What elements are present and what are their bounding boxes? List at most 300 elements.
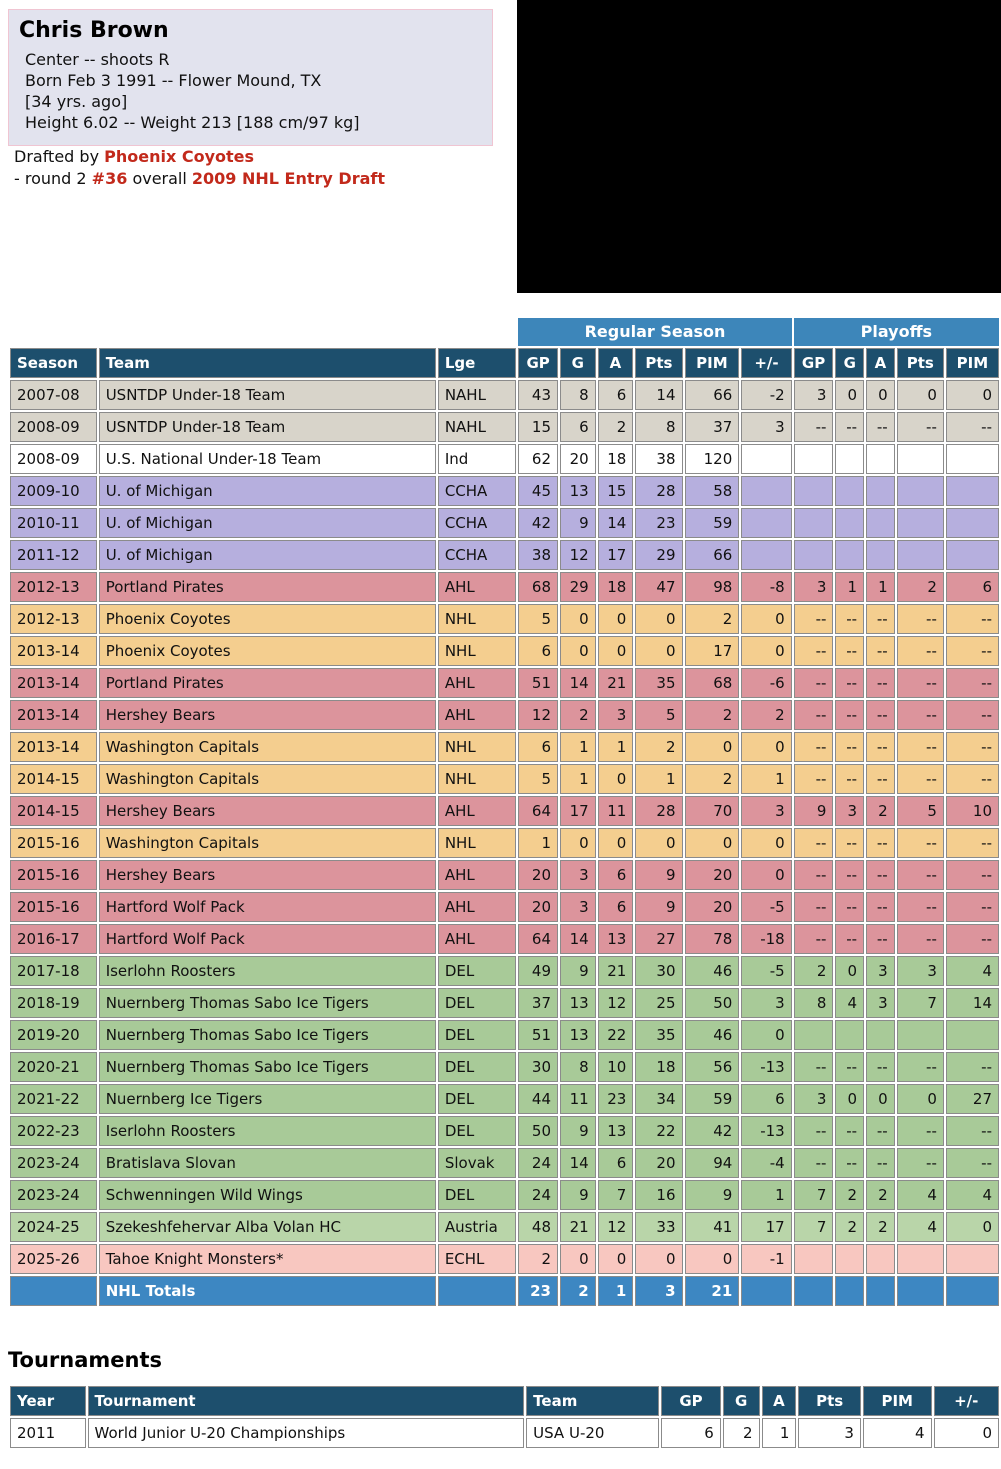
stat-cell: 24	[518, 1180, 558, 1210]
playoff-stat-cell: 3	[835, 796, 864, 826]
team-cell: Iserlohn Roosters	[99, 956, 436, 986]
stat-cell: 18	[635, 1052, 682, 1082]
stat-cell: 3	[741, 796, 791, 826]
stat-cell: 30	[518, 1052, 558, 1082]
stat-cell: 27	[635, 924, 682, 954]
tournament-column-header-gp: GP	[661, 1386, 721, 1416]
playoff-stat-cell	[946, 1020, 999, 1050]
playoff-stat-cell	[897, 444, 944, 474]
stat-cell: 42	[685, 1116, 740, 1146]
playoff-stat-cell: --	[946, 1116, 999, 1146]
group-header-row	[10, 318, 999, 346]
league-cell: DEL	[438, 1084, 516, 1114]
playoff-stat-cell: --	[897, 1116, 944, 1146]
table-row	[10, 444, 999, 474]
stat-cell: 3	[560, 860, 596, 890]
stat-cell: -8	[741, 572, 791, 602]
stat-cell: 2	[685, 764, 740, 794]
totals-stat-cell: 23	[518, 1276, 558, 1306]
stat-cell: 0	[685, 732, 740, 762]
playoff-stat-cell: 8	[794, 988, 834, 1018]
league-cell: AHL	[438, 860, 516, 890]
playoff-stat-cell: 1	[835, 572, 864, 602]
stat-cell: 64	[518, 796, 558, 826]
tournament-stat-cell: 4	[863, 1418, 932, 1448]
stat-cell: 38	[635, 444, 682, 474]
playoff-stat-cell: 9	[794, 796, 834, 826]
column-header-team: Team	[99, 348, 436, 378]
playoff-stat-cell: --	[897, 412, 944, 442]
stat-cell: 0	[560, 636, 596, 666]
playoff-stat-cell: --	[897, 860, 944, 890]
stat-cell: -2	[741, 380, 791, 410]
stat-cell: -18	[741, 924, 791, 954]
tournament-column-header-tournament: Tournament	[88, 1386, 525, 1416]
stat-cell: 1	[741, 1180, 791, 1210]
stat-cell: 23	[598, 1084, 634, 1114]
playoff-stat-cell: --	[946, 732, 999, 762]
team-cell: USNTDP Under-18 Team	[99, 412, 436, 442]
stat-cell: 14	[598, 508, 634, 538]
table-row	[10, 1180, 999, 1210]
playoff-stat-cell	[946, 508, 999, 538]
draft-year-link[interactable]: 2009 NHL Entry Draft	[191, 169, 385, 188]
stat-cell: 21	[598, 956, 634, 986]
playoff-stat-cell: 2	[866, 796, 895, 826]
playoff-stat-cell: 2	[866, 1180, 895, 1210]
league-cell: DEL	[438, 988, 516, 1018]
stat-cell: 12	[560, 540, 596, 570]
tournament-column-header-pts: Pts	[798, 1386, 861, 1416]
stat-cell: 68	[685, 668, 740, 698]
column-header-g: G	[835, 348, 864, 378]
stat-cell: 1	[741, 764, 791, 794]
playoff-stat-cell: --	[866, 732, 895, 762]
stat-cell: 6	[741, 1084, 791, 1114]
playoff-stat-cell: 3	[866, 988, 895, 1018]
stat-cell: 14	[560, 1148, 596, 1178]
stat-cell: 0	[598, 636, 634, 666]
playoff-stat-cell	[835, 476, 864, 506]
tournament-column-header-pim: PIM	[863, 1386, 932, 1416]
regular-season-group-header: Regular Season	[518, 318, 791, 346]
playoff-stat-cell: 0	[897, 1084, 944, 1114]
playoff-stat-cell: --	[897, 828, 944, 858]
playoff-stat-cell: --	[946, 1052, 999, 1082]
playoff-stat-cell: --	[897, 700, 944, 730]
playoff-stat-cell: --	[866, 604, 895, 634]
team-cell: Washington Capitals	[99, 828, 436, 858]
stat-cell: 46	[685, 1020, 740, 1050]
playoff-stat-cell: --	[835, 668, 864, 698]
stat-cell: 51	[518, 1020, 558, 1050]
stat-cell: 0	[741, 732, 791, 762]
tournament-stat-cell: 3	[798, 1418, 861, 1448]
stat-cell: 24	[518, 1148, 558, 1178]
league-cell: CCHA	[438, 476, 516, 506]
stat-cell: 9	[560, 1116, 596, 1146]
team-cell: Hershey Bears	[99, 860, 436, 890]
team-cell: USNTDP Under-18 Team	[99, 380, 436, 410]
league-cell: NHL	[438, 764, 516, 794]
playoff-stat-cell: 3	[794, 572, 834, 602]
stat-cell: 6	[518, 636, 558, 666]
tournament-column-header-team: Team	[526, 1386, 659, 1416]
table-row	[10, 1084, 999, 1114]
playoff-stat-cell: --	[794, 732, 834, 762]
stat-cell: 0	[635, 1244, 682, 1274]
stat-cell: 0	[741, 604, 791, 634]
stat-cell: 20	[560, 444, 596, 474]
playoff-stat-cell	[866, 1020, 895, 1050]
stats-table-body	[10, 380, 999, 1306]
column-header-season: Season	[10, 348, 97, 378]
playoff-stat-cell: --	[835, 412, 864, 442]
stat-cell: 3	[598, 700, 634, 730]
league-cell: CCHA	[438, 540, 516, 570]
season-cell: 2020-21	[10, 1052, 97, 1082]
stat-cell: 51	[518, 668, 558, 698]
playoff-stat-cell: --	[897, 892, 944, 922]
table-row	[10, 508, 999, 538]
stat-cell: 3	[560, 892, 596, 922]
stat-cell: -4	[741, 1148, 791, 1178]
league-cell: AHL	[438, 668, 516, 698]
league-cell: Slovak	[438, 1148, 516, 1178]
totals-stat-cell	[741, 1276, 791, 1306]
team-cell: Hartford Wolf Pack	[99, 924, 436, 954]
playoff-stat-cell: --	[794, 1052, 834, 1082]
season-cell: 2014-15	[10, 796, 97, 826]
season-cell: 2008-09	[10, 444, 97, 474]
league-cell: NHL	[438, 732, 516, 762]
table-row	[10, 540, 999, 570]
stat-cell: 44	[518, 1084, 558, 1114]
playoff-stat-cell: --	[866, 1148, 895, 1178]
playoff-stat-cell: --	[794, 924, 834, 954]
playoff-stat-cell	[866, 508, 895, 538]
team-cell: Hershey Bears	[99, 700, 436, 730]
draft-info	[14, 146, 385, 190]
column-header-pts: Pts	[635, 348, 682, 378]
season-cell: 2018-19	[10, 988, 97, 1018]
stat-cell: -13	[741, 1052, 791, 1082]
playoff-stat-cell: --	[946, 700, 999, 730]
table-row	[10, 924, 999, 954]
playoff-stat-cell: 4	[897, 1212, 944, 1242]
table-row	[10, 604, 999, 634]
stat-cell: 13	[598, 1116, 634, 1146]
team-cell: Washington Capitals	[99, 732, 436, 762]
stat-cell: 1	[598, 732, 634, 762]
playoff-stat-cell: --	[835, 732, 864, 762]
team-cell: Hartford Wolf Pack	[99, 892, 436, 922]
stat-cell: 12	[598, 1212, 634, 1242]
league-cell: NHL	[438, 828, 516, 858]
team-cell: Washington Capitals	[99, 764, 436, 794]
stat-cell: 0	[741, 636, 791, 666]
stat-cell: 15	[598, 476, 634, 506]
playoff-stat-cell: --	[866, 860, 895, 890]
stat-cell: 6	[518, 732, 558, 762]
playoff-stat-cell	[897, 476, 944, 506]
team-cell: Portland Pirates	[99, 572, 436, 602]
player-info-box	[8, 9, 493, 146]
table-row	[10, 764, 999, 794]
league-cell: Austria	[438, 1212, 516, 1242]
stat-cell: 2	[635, 732, 682, 762]
table-row	[10, 1052, 999, 1082]
playoff-stat-cell: 1	[866, 572, 895, 602]
draft-team-link[interactable]: Phoenix Coyotes	[104, 147, 255, 166]
playoff-stat-cell	[866, 1244, 895, 1274]
stat-cell: 7	[598, 1180, 634, 1210]
stat-cell: 9	[560, 956, 596, 986]
stat-cell: 6	[598, 892, 634, 922]
draft-line-1	[14, 146, 385, 168]
draft-overall-word: overall	[132, 169, 187, 188]
stat-cell: 20	[685, 892, 740, 922]
playoff-stat-cell: --	[946, 604, 999, 634]
draft-pick-link[interactable]: #36	[91, 169, 128, 188]
column-header-lge: Lge	[438, 348, 516, 378]
stat-cell: 11	[560, 1084, 596, 1114]
stat-cell: 2	[685, 700, 740, 730]
playoff-stat-cell: --	[794, 1148, 834, 1178]
stat-cell: 17	[598, 540, 634, 570]
stat-cell: 6	[598, 860, 634, 890]
stat-cell: 8	[635, 412, 682, 442]
playoff-stat-cell: --	[794, 412, 834, 442]
stat-cell: 0	[741, 860, 791, 890]
tournament-column-header-: +/-	[934, 1386, 1000, 1416]
stat-cell: 2	[598, 412, 634, 442]
league-cell: AHL	[438, 924, 516, 954]
totals-playoff-cell	[835, 1276, 864, 1306]
stat-cell: 20	[685, 860, 740, 890]
playoff-stat-cell: 0	[897, 380, 944, 410]
league-cell: DEL	[438, 1020, 516, 1050]
stat-cell: 11	[598, 796, 634, 826]
playoff-stat-cell: --	[835, 828, 864, 858]
playoff-stat-cell: 6	[946, 572, 999, 602]
league-cell: AHL	[438, 796, 516, 826]
playoff-stat-cell: 5	[897, 796, 944, 826]
tournament-stat-cell: 0	[934, 1418, 1000, 1448]
stat-cell: 0	[741, 828, 791, 858]
stat-cell: 6	[598, 380, 634, 410]
season-cell: 2013-14	[10, 700, 97, 730]
table-row	[10, 1116, 999, 1146]
team-cell: Nuernberg Ice Tigers	[99, 1084, 436, 1114]
playoff-stat-cell: 4	[946, 956, 999, 986]
season-cell: 2017-18	[10, 956, 97, 986]
season-cell: 2023-24	[10, 1180, 97, 1210]
playoff-stat-cell	[835, 1244, 864, 1274]
playoff-stat-cell: --	[794, 700, 834, 730]
totals-stat-cell: 21	[685, 1276, 740, 1306]
league-cell: DEL	[438, 1180, 516, 1210]
stat-cell: 28	[635, 476, 682, 506]
totals-playoff-cell	[794, 1276, 834, 1306]
stat-cell: 0	[560, 604, 596, 634]
stat-cell: 37	[518, 988, 558, 1018]
season-cell: 2010-11	[10, 508, 97, 538]
league-cell: CCHA	[438, 508, 516, 538]
playoff-stat-cell: 0	[835, 380, 864, 410]
table-row	[10, 860, 999, 890]
stat-cell: 0	[560, 828, 596, 858]
tournament-column-header-a: A	[762, 1386, 797, 1416]
table-row	[10, 1020, 999, 1050]
playoff-stat-cell	[946, 540, 999, 570]
table-row	[10, 380, 999, 410]
table-row	[10, 668, 999, 698]
stat-cell: 0	[560, 1244, 596, 1274]
stat-cell: 12	[518, 700, 558, 730]
stat-cell: 14	[560, 668, 596, 698]
season-cell: 2013-14	[10, 732, 97, 762]
playoff-stat-cell: --	[794, 892, 834, 922]
stat-cell: 1	[560, 764, 596, 794]
player-name: Chris Brown	[19, 18, 169, 43]
stat-cell: 0	[685, 1244, 740, 1274]
playoff-stat-cell: --	[897, 1052, 944, 1082]
stat-cell: 64	[518, 924, 558, 954]
tournament-year-cell: 2011	[10, 1418, 86, 1448]
season-cell: 2007-08	[10, 380, 97, 410]
playoff-stat-cell: 3	[897, 956, 944, 986]
playoff-stat-cell: 0	[835, 1084, 864, 1114]
league-cell: NAHL	[438, 412, 516, 442]
playoff-stat-cell: --	[946, 1148, 999, 1178]
playoff-stat-cell: --	[835, 892, 864, 922]
stat-cell: 5	[518, 604, 558, 634]
playoff-stat-cell: --	[835, 700, 864, 730]
tournament-name-cell: World Junior U-20 Championships	[88, 1418, 525, 1448]
stat-cell: 15	[518, 412, 558, 442]
team-cell: Phoenix Coyotes	[99, 604, 436, 634]
season-cell: 2012-13	[10, 572, 97, 602]
stat-cell: 3	[741, 988, 791, 1018]
draft-prefix: Drafted by	[14, 147, 100, 166]
stat-cell: 33	[635, 1212, 682, 1242]
playoff-stat-cell	[835, 540, 864, 570]
stat-cell: 13	[560, 988, 596, 1018]
season-cell: 2023-24	[10, 1148, 97, 1178]
stat-cell: 28	[635, 796, 682, 826]
league-cell: NHL	[438, 636, 516, 666]
season-cell: 2013-14	[10, 636, 97, 666]
team-cell: U. of Michigan	[99, 476, 436, 506]
playoff-stat-cell: --	[866, 1116, 895, 1146]
stat-cell: 10	[598, 1052, 634, 1082]
playoff-stat-cell: 3	[866, 956, 895, 986]
playoff-stat-cell: --	[835, 636, 864, 666]
stat-cell: 0	[685, 828, 740, 858]
league-cell: NHL	[438, 604, 516, 634]
stat-cell: 22	[635, 1116, 682, 1146]
stat-cell: -5	[741, 956, 791, 986]
column-header-gp: GP	[794, 348, 834, 378]
totals-stat-cell: 2	[560, 1276, 596, 1306]
stat-cell: 25	[635, 988, 682, 1018]
stat-cell: 66	[685, 380, 740, 410]
stat-cell: 50	[518, 1116, 558, 1146]
career-stats-table	[8, 316, 1001, 1308]
stat-cell: 9	[685, 1180, 740, 1210]
playoff-stat-cell	[794, 476, 834, 506]
tournaments-header-row	[10, 1386, 999, 1416]
playoff-stat-cell: 0	[866, 380, 895, 410]
stat-cell: 20	[518, 860, 558, 890]
playoff-stat-cell: --	[946, 668, 999, 698]
playoff-stat-cell: 4	[897, 1180, 944, 1210]
stat-cell: 6	[598, 1148, 634, 1178]
season-cell: 2024-25	[10, 1212, 97, 1242]
playoff-stat-cell: --	[897, 924, 944, 954]
playoff-stat-cell: 0	[946, 1212, 999, 1242]
playoff-stat-cell: --	[866, 924, 895, 954]
playoff-stat-cell: 0	[835, 956, 864, 986]
season-cell: 2014-15	[10, 764, 97, 794]
stat-cell: 94	[685, 1148, 740, 1178]
stat-cell: 1	[560, 732, 596, 762]
stat-cell: 59	[685, 1084, 740, 1114]
playoff-stat-cell: 2	[835, 1212, 864, 1242]
playoff-stat-cell: --	[946, 860, 999, 890]
tournament-row	[10, 1418, 999, 1448]
stat-cell: 0	[635, 828, 682, 858]
team-cell: Bratislava Slovan	[99, 1148, 436, 1178]
playoff-stat-cell	[866, 444, 895, 474]
totals-playoff-cell	[946, 1276, 999, 1306]
stats-table-head	[10, 318, 999, 378]
totals-playoff-cell	[866, 1276, 895, 1306]
stat-cell: 98	[685, 572, 740, 602]
group-header-spacer	[10, 318, 516, 346]
team-cell: Portland Pirates	[99, 668, 436, 698]
tournaments-table-body	[10, 1418, 999, 1448]
stat-cell: 5	[635, 700, 682, 730]
playoff-stat-cell	[794, 1020, 834, 1050]
stat-cell: 18	[598, 572, 634, 602]
totals-stat-cell: 1	[598, 1276, 634, 1306]
table-row	[10, 476, 999, 506]
stat-cell: 17	[560, 796, 596, 826]
column-header-pim: PIM	[946, 348, 999, 378]
playoff-stat-cell: --	[897, 636, 944, 666]
stat-cell: 13	[560, 1020, 596, 1050]
playoff-stat-cell: --	[794, 668, 834, 698]
stat-cell: -13	[741, 1116, 791, 1146]
stat-cell: 2	[518, 1244, 558, 1274]
table-row	[10, 1212, 999, 1242]
playoff-stat-cell	[897, 540, 944, 570]
team-cell: U. of Michigan	[99, 508, 436, 538]
column-header-: +/-	[741, 348, 791, 378]
stat-cell: 35	[635, 1020, 682, 1050]
stat-cell: 29	[635, 540, 682, 570]
stat-cell	[741, 508, 791, 538]
league-cell: AHL	[438, 700, 516, 730]
playoff-stat-cell: 2	[897, 572, 944, 602]
playoff-stat-cell	[794, 444, 834, 474]
totals-playoff-cell	[897, 1276, 944, 1306]
playoff-stat-cell	[794, 508, 834, 538]
table-row	[10, 412, 999, 442]
stat-cell: 0	[598, 764, 634, 794]
